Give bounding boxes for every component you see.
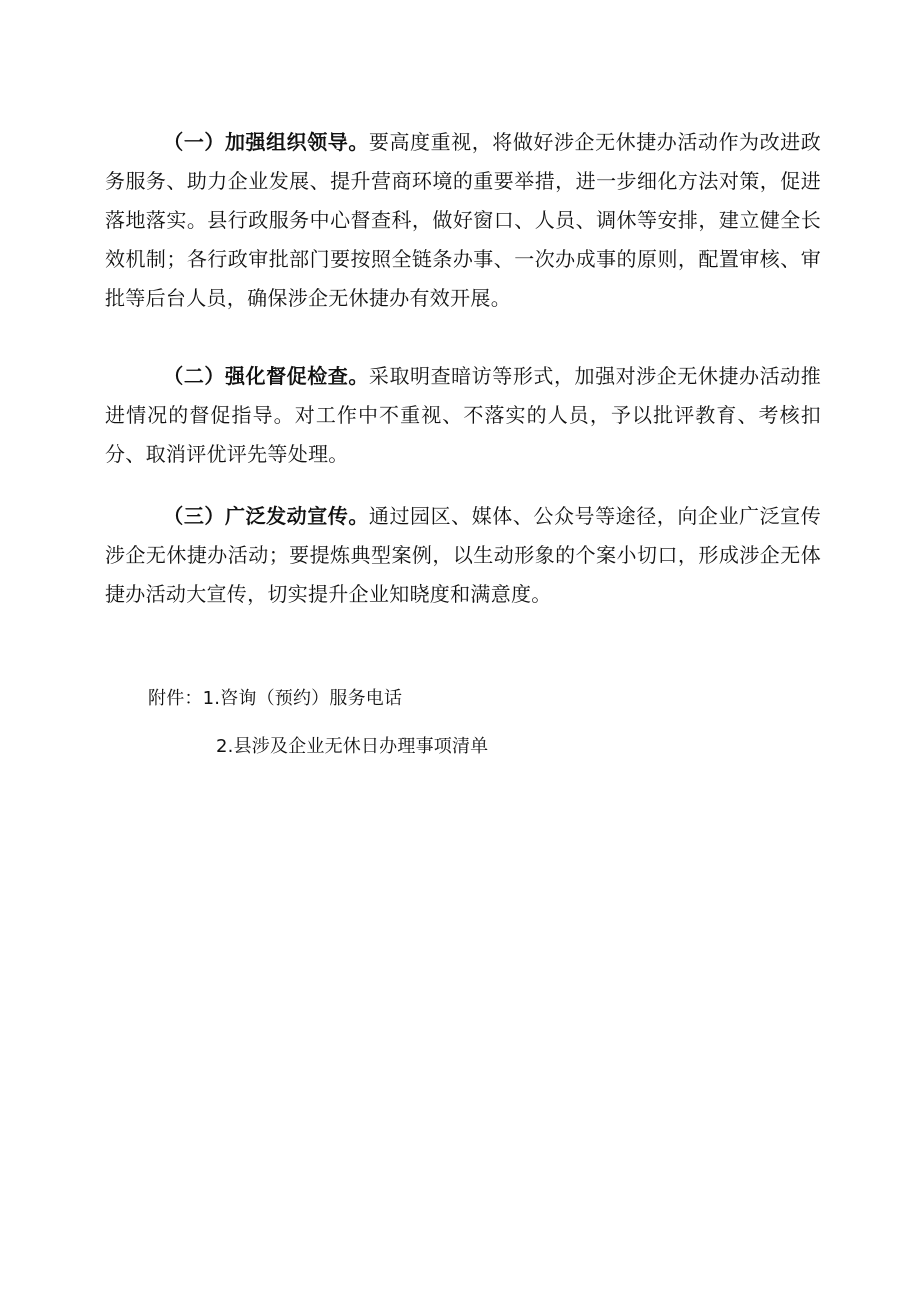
section-publicity — [105, 497, 821, 614]
attachment-line-1 — [148, 685, 402, 713]
attachment-item: 2.县涉及企业无休日办理事项清单 — [216, 736, 489, 757]
section-body: 要高度重视，将做好涉企无休捷办活动作为改进政务服务、助力企业发展、提升营商环境的重要举措，进一步细化方法对策，促进落地落实。县行政服务中心督查科，做好窗口、人员、调休等安排，建立健全长效机制；各行政审批部门要按照全链条办事、一次办成事的原则，配置审核、审批等后台人员，确保涉企无休捷办有效开展。 — [105, 130, 821, 310]
section-heading: （一）加强组织领导。 — [163, 130, 369, 154]
section-heading: （三）广泛发动宣传。 — [163, 504, 369, 528]
attachment-item: 1.咨询（预约）服务电话 — [202, 688, 403, 709]
attachment-label: 附件： — [148, 688, 203, 709]
attachment-line-2 — [216, 733, 488, 761]
section-body: 采取明查暗访等形式，加强对涉企无休捷办活动推进情况的督促指导。对工作中不重视、不落实的人员，予以批评教育、考核扣分、取消评优评先等处理。 — [105, 364, 821, 466]
section-body: 通过园区、媒体、公众号等途径，向企业广泛宣传涉企无休捷办活动；要提炼典型案例，以生动形象的个案小切口，形成涉企无体捷办活动大宣传，切实提升企业知晓度和满意度。 — [105, 504, 821, 606]
section-organization-leadership — [105, 123, 821, 318]
section-supervision-inspection — [105, 357, 821, 474]
section-heading: （二）强化督促检查。 — [163, 364, 369, 388]
